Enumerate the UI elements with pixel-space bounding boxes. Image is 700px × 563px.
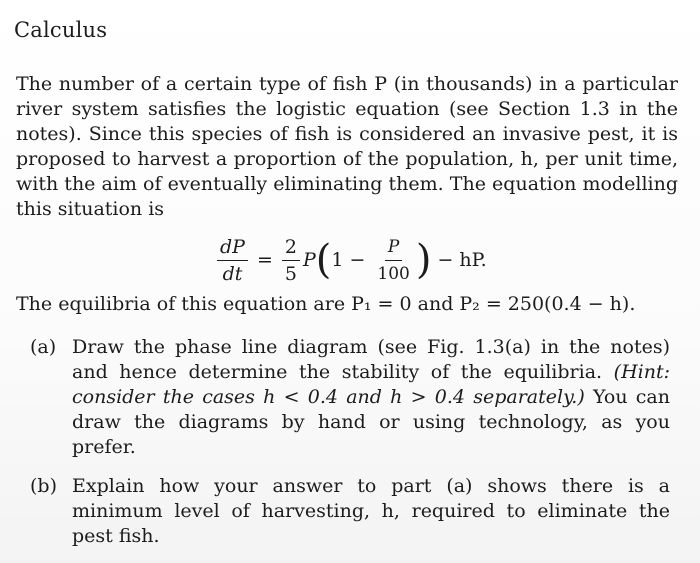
coefficient-fraction bbox=[282, 236, 300, 285]
minus-sign: − bbox=[349, 249, 366, 271]
part-a-text bbox=[72, 335, 670, 460]
part-a-label: (a) bbox=[30, 336, 57, 358]
derivative-fraction bbox=[217, 236, 248, 285]
capacity-denominator: 100 bbox=[377, 263, 410, 284]
one-term: 1 bbox=[331, 249, 344, 271]
coefficient-numerator: 2 bbox=[282, 236, 300, 261]
capacity-fraction bbox=[374, 236, 412, 285]
part-a-hint: (Hint: consider the cases h < 0.4 and h > 0.4 separately.) bbox=[72, 361, 671, 408]
part-b-label: (b) bbox=[30, 475, 57, 497]
equilibria-statement: The equilibria of this equation are P₁ = 0 and P₂ = 250(0.4 − h). bbox=[16, 293, 636, 315]
close-paren: ) bbox=[415, 237, 432, 283]
logistic-equation bbox=[214, 232, 487, 288]
question-parts bbox=[30, 335, 670, 563]
derivative-denominator: dt bbox=[222, 262, 243, 285]
part-b-text: Explain how your answer to part (a) shows there is a minimum level of harvesting, h, required to eliminate the pest fish. bbox=[72, 475, 670, 547]
harvest-term: − hP. bbox=[437, 249, 487, 271]
part-a bbox=[30, 335, 670, 460]
coefficient-denominator: 5 bbox=[284, 262, 297, 285]
intro-paragraph: The number of a certain type of fish P (in thousands) in a particular river system satisfies the logistic equation (see Section 1.3 in the notes). Since this species of fish is considered an invasive pest, it is proposed to harvest a proportion of the population, h, per unit time, with the aim of eventually eliminating them. The equation modelling this situation is bbox=[16, 73, 678, 220]
part-a-question: Draw the phase line diagram (see Fig. 1.3(a) in the notes) and hence determine the stability of the equilibria. bbox=[72, 336, 670, 383]
population-variable: P bbox=[302, 249, 316, 271]
capacity-numerator: P bbox=[385, 236, 402, 261]
page-title: Calculus bbox=[14, 18, 108, 42]
part-b bbox=[30, 474, 670, 549]
equals-sign: = bbox=[256, 249, 273, 271]
open-paren: ( bbox=[315, 237, 332, 283]
derivative-numerator: dP bbox=[217, 236, 248, 261]
part-a-note: You can draw the diagrams by hand or using technology, as you prefer. bbox=[72, 386, 670, 458]
